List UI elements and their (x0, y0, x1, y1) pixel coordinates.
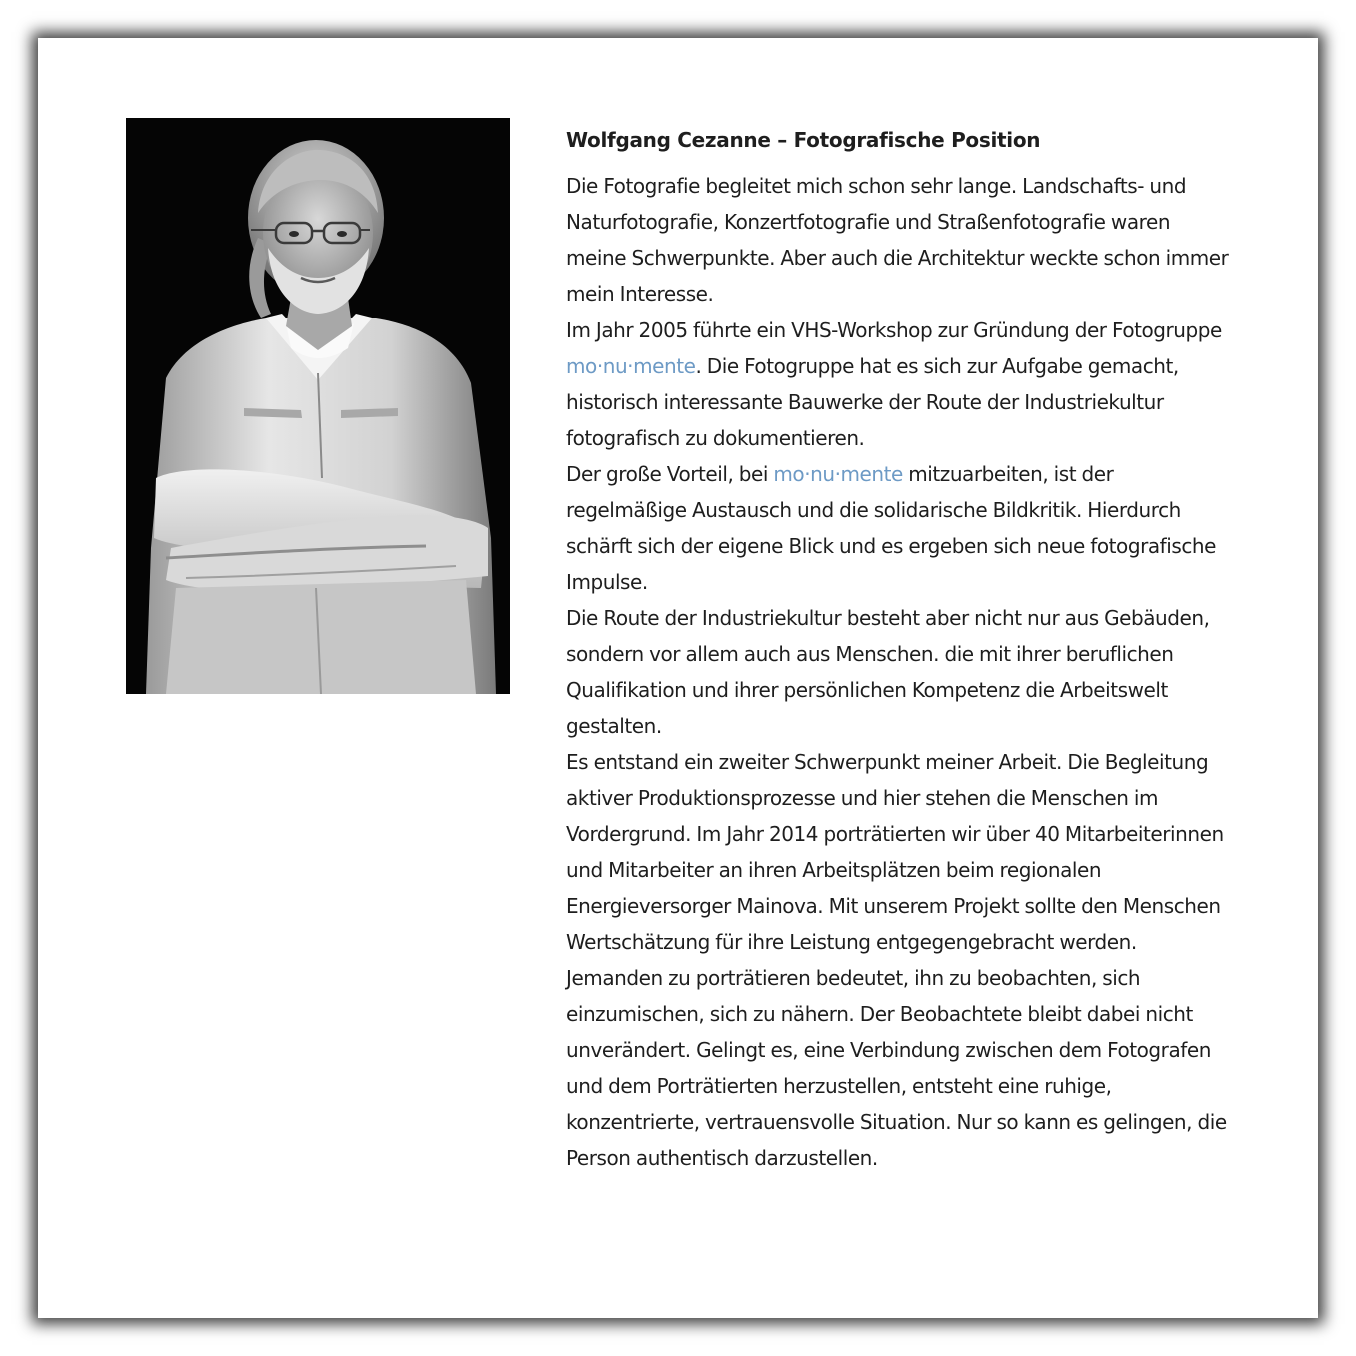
paragraph-5: Es entstand ein zweiter Schwerpunkt meiner Arbeit. Die Begleitung aktiver Produktionsprozesse und hier stehen die Menschen im Vordergrund. Im Jahr 2014 porträtierten wir über 40 Mitarbeiterinnen und Mitarbeiter an ihren Arbeitsplätzen beim regionalen Energieversorger Mainova. Mit unserem Projekt sollte den Menschen Wertschätzung für ihre Leistung entgegengebracht werden. (566, 750, 1224, 954)
profile-text-column (566, 126, 1231, 1176)
paragraph-1: Die Fotografie begleitet mich schon sehr lange. Landschafts- und Naturfotografie, Konzertfotografie und Straßenfotografie waren meine Schwerpunkte. Aber auch die Architektur weckte schon immer mein Interesse. (566, 174, 1229, 306)
paragraph-3-text-before: Der große Vorteil, bei (566, 462, 774, 486)
paragraph-3 (566, 456, 1231, 600)
profile-card (38, 38, 1318, 1318)
paragraph-2 (566, 312, 1231, 456)
portrait-photo (126, 118, 510, 694)
paragraph-6: Jemanden zu porträtieren bedeutet, ihn zu beobachten, sich einzumischen, sich zu nähern. Der Beobachtete bleibt dabei nicht unverändert. Gelingt es, eine Verbindung zwischen dem Fotografen und dem Porträtierten herzustellen, entsteht eine ruhige, konzentrierte, vertrauensvolle Situation. Nur so kann es gelingen, die Person authentisch darzustellen. (566, 966, 1227, 1170)
monumente-link[interactable]: mo·nu·mente (773, 462, 903, 486)
monumente-link[interactable]: mo·nu·mente (566, 354, 696, 378)
paragraph-4: Die Route der Industriekultur besteht aber nicht nur aus Gebäuden, sondern vor allem auch aus Menschen. die mit ihrer beruflichen Qualifikation und ihrer persönlichen Kompetenz die Arbeitswelt gestalten. (566, 606, 1210, 738)
biography-text (566, 168, 1231, 1176)
portrait-photo-icon (126, 118, 510, 694)
paragraph-2-text-before: Im Jahr 2005 führte ein VHS-Workshop zur Gründung der Fotogruppe (566, 318, 1222, 342)
page-title: Wolfgang Cezanne – Fotografische Position (566, 128, 1041, 152)
paragraph-2-text-after: . Die Fotogruppe hat es sich zur Aufgabe gemacht, historisch interessante Bauwerke der Route der Industriekultur fotografisch zu dokumentieren. (566, 354, 1179, 450)
paragraph-3-text-after: mitzuarbeiten, ist der regelmäßige Austausch und die solidarische Bildkritik. Hierdurch schärft sich der eigene Blick und es ergeben sich neue fotografische Impulse. (566, 462, 1216, 594)
